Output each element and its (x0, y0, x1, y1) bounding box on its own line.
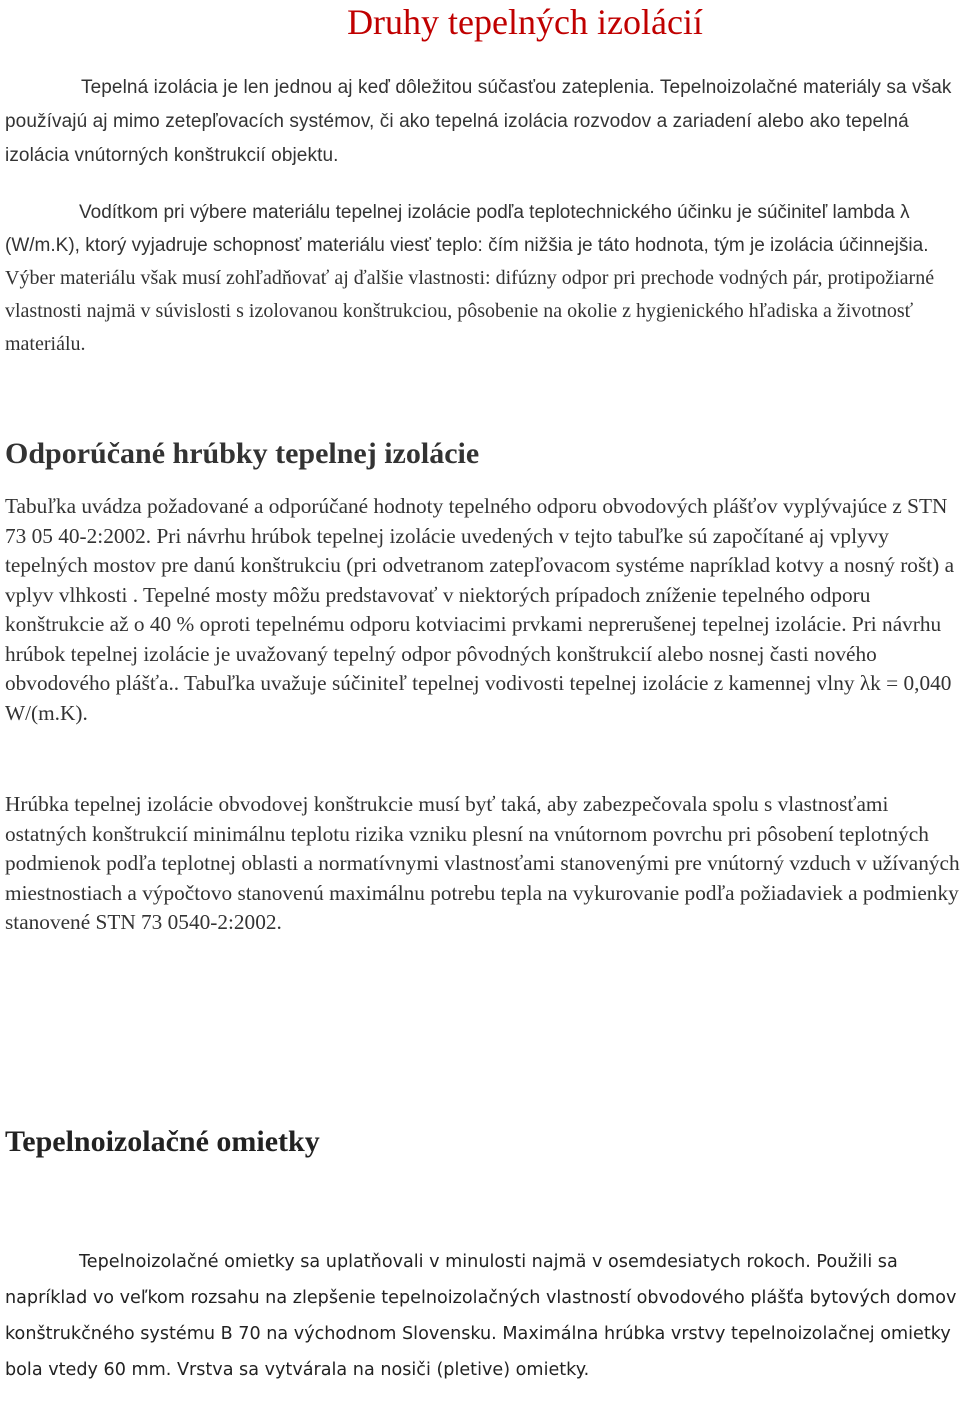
thickness-paragraph-1: Tabuľka uvádza požadované a odporúčané hodnoty tepelného odporu obvodových plášťov vyplývajúce z STN 73 05 40-2:2002. Pri návrhu hrúbok tepelnej izolácie uvedených v tejto tabuľke sú započítané aj vplyvy tepelných mostov pre danú konštrukciu (pri odvetranom zatepľovacom systéme napríklad kotvy a nosný rošt) a vplyv vlhkosti . Tepelné mosty môžu predstavovať v niektorých prípadoch zníženie tepelného odporu konštrukcie až o 40 % oproti tepelnému odporu kotviacimi prvkami neprerušenej tepelnej izolácie. Pri návrhu hrúbok tepelnej izolácie je uvažovaný tepelný odpor pôvodných konštrukcií alebo nosnej časti nového obvodového plášťa.. Tabuľka uvažuje súčiniteľ tepelnej vodivosti tepelnej izolácie z kamennej vlny λk = 0,040 W/(m.K). (5, 494, 955, 725)
lambda-paragraph-rest: Výber materiálu však musí zohľadňovať aj ďalšie vlastnosti: difúzny odpor pri prechode vodných pár, protipožiarné vlastnosti najmä v súvislosti s izolovanou konštrukciou, pôsobenie na okolie z hygienického hľadiska a životnosť materiálu. (5, 267, 935, 355)
lambda-paragraph (5, 197, 960, 361)
section-heading-recommended-thickness: Odporúčané hrúbky tepelnej izolácie (5, 437, 480, 470)
lambda-paragraph-lead: Vodítkom pri výbere materiálu tepelnej izolácie podľa teplotechnického účinku je súčiniteľ lambda λ (W/m.K), ktorý vyjadruje schopnosť materiálu viesť teplo: čím nižšia je táto hodnota, tým je izolácia účinnejšia. (5, 202, 929, 256)
thickness-paragraph-2: Hrúbka tepelnej izolácie obvodovej konštrukcie musí byť taká, aby zabezpečovala spolu s vlastnosťami ostatných konštrukcií minimálnu teplotu rizika vzniku plesní na vnútornom povrchu pri pôsobení teplotných podmienok podľa teplotnej oblasti a normatívnymi vlastnosťami stanovenými pre vnútorný vzduch v užívaných miestnostiach a výpočtovo stanovenú maximálnu potrebu tepla na vykurovanie podľa požiadaviek a podmienky stanovené STN 73 0540-2:2002. (5, 792, 960, 934)
page-title: Druhy tepelných izolácií (347, 2, 703, 42)
section-heading-insulating-plasters: Tepelnoizolačné omietky (5, 1125, 320, 1158)
plasters-paragraph: Tepelnoizolačné omietky sa uplatňovali v minulosti najmä v osemdesiatych rokoch. Použili sa napríklad vo veľkom rozsahu na zlepšenie tepelnoizolačných vlastností obvodového plášťa bytových domov konštrukčného systému B 70 na východnom Slovensku. Maximálna hrúbka vrstvy tepelnoizolačnej omietky bola vtedy 60 mm. Vrstva sa vytvárala na nosiči (pletive) omietky. (5, 1252, 957, 1380)
intro-paragraph: Tepelná izolácia je len jednou aj keď dôležitou súčasťou zateplenia. Tepelnoizolačné materiály sa však používajú aj mimo zetepľovacích systémov, či ako tepelná izolácia rozvodov a zariadení alebo ako tepelná izolácia vnútorných konštrukcií objektu. (5, 77, 952, 166)
